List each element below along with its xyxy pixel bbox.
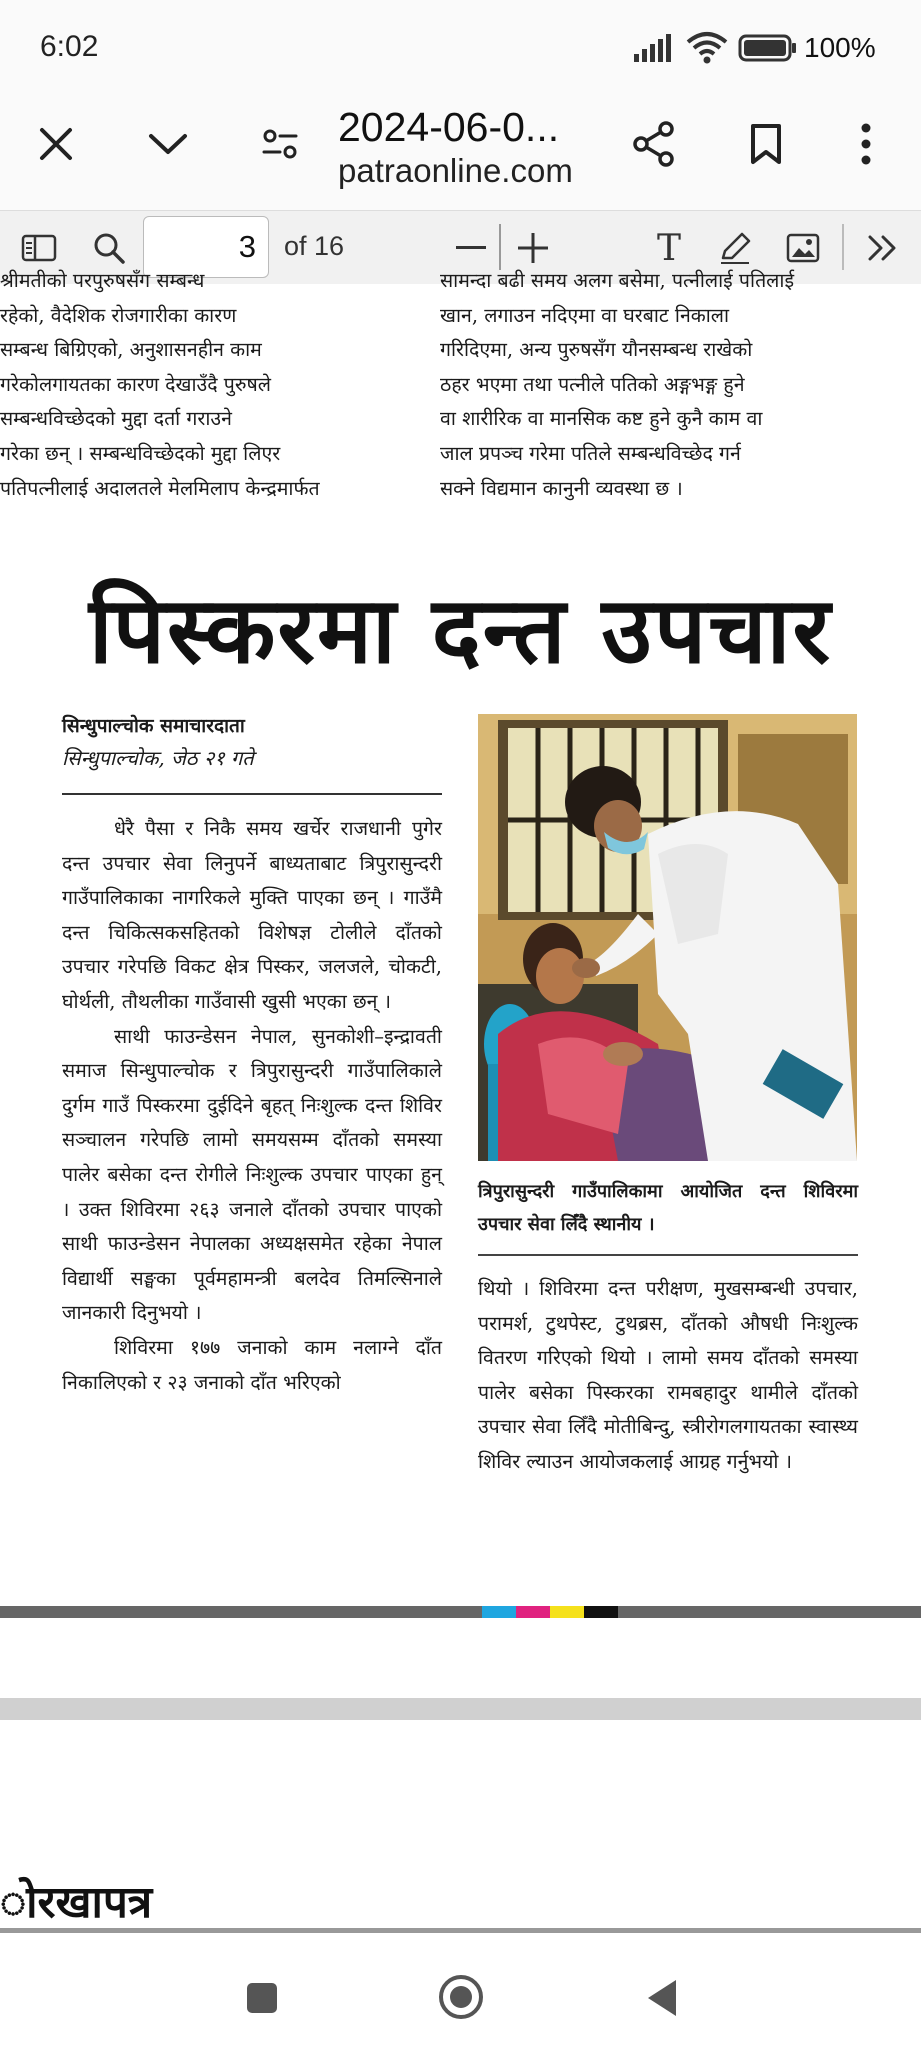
more-options-button[interactable]	[834, 112, 898, 176]
double-chevron-right-icon	[866, 233, 900, 263]
wifi-icon	[686, 30, 728, 68]
article-paragraph: साथी फाउन्डेसन नेपाल, सुनकोशी–इन्द्रावती समाज सिन्धुपाल्चोक र त्रिपुरासुन्दरी गाउँपालिकाले दुर्गम गाउँ पिस्करमा दुईदिने बृहत् निःशुल्क दन्त शिविर सञ्चालन गरेपछि लामो समयसम्म दाँतको समस्या पालेर बसेका दन्त रोगीले निःशुल्क उपचार पाएका हुन् । उक्त शिविरमा २६३ जनाले दाँतको उपचार पाएको साथी फाउन्डेसन नेपालका अध्यक्षसमेत रहेका नेपाल विद्यार्थी सङ्घका पूर्वमहामन्त्री बलदेव तिमल्सिनाले जानकारी दिनुभयो ।	[62, 1024, 442, 1325]
divider	[62, 793, 442, 795]
pdf-page-viewport[interactable]	[0, 269, 921, 1948]
article-headline: पिस्करमा दन्त उपचार	[88, 577, 833, 684]
divider	[478, 1254, 858, 1256]
text-line: गरेका छन् । सम्बन्धविच्छेदको मुद्दा लिएर	[0, 441, 281, 465]
article-paragraph: थियो । शिविरमा दन्त परीक्षण, मुखसम्बन्धी उपचार, परामर्श, टुथपेस्ट, टुथब्रस, दाँतको औषधी निःशुल्क वितरण गरिएको थियो । लामो समय दाँतको समस्या पालेर बसेका पिस्करका रामबहादुर थामीले दाँतको उपचार सेवा लिँदै मोतीबिन्दु, स्त्रीरोगलगायतका स्वास्थ्य शिविर ल्याउन आयोजकलाई आग्रह गर्नुभयो ।	[478, 1277, 858, 1473]
more-vertical-icon	[860, 122, 872, 166]
text-line: जाल प्रपञ्च गरेमा पतिले सम्बन्धविच्छेद गर्न	[440, 441, 741, 465]
article-photo	[478, 714, 857, 1161]
article-paragraph: शिविरमा १७७ जनाको काम नलाग्ने दाँत निकालिएको र २३ जनाको दाँत भरिएको	[62, 1335, 442, 1394]
article-dateline: सिन्धुपाल्चोक, जेठ २१ गते	[62, 746, 254, 770]
article-paragraph: धेरै पैसा र निकै समय खर्चेर राजधानी पुगेर दन्त उपचार सेवा लिनुपर्ने बाध्यताबाट त्रिपुरासुन्दरी गाउँपालिकाका नागरिकले मुक्ति पाएका छन् । गाउँमै दन्त चिकित्सकसहितको विशेषज्ञ टोलीले दाँतको उपचार गरेपछि विकट क्षेत्र पिस्कर, जलजले, चोकटी, घोर्थली, तौथलीका गाउँवासी खुसी भएका छन् ।	[62, 817, 442, 1013]
close-button[interactable]	[24, 112, 88, 176]
battery-percentage: 100%	[804, 32, 876, 63]
clock: 6:02	[40, 30, 99, 63]
next-page-rule	[0, 1928, 921, 1933]
site-settings-button[interactable]	[248, 112, 312, 176]
page-gap	[0, 1618, 921, 1678]
back-button[interactable]	[634, 1970, 690, 2026]
site-settings-icon	[260, 126, 300, 162]
page-count-label: of 16	[284, 231, 345, 261]
text-line: रहेको, वैदेशिक रोजगारीका कारण	[0, 303, 237, 327]
signal-icon	[634, 34, 678, 66]
close-icon	[38, 126, 74, 162]
chevron-down-icon	[147, 130, 189, 158]
black-registration-mark	[584, 1606, 618, 1618]
plus-icon	[518, 233, 548, 263]
bookmark-button[interactable]	[734, 112, 798, 176]
next-page-masthead: ोरखापत्र	[0, 1877, 153, 1928]
text-line: गरेकोलगायतका कारण देखाउँदै पुरुषले	[0, 372, 272, 396]
bookmark-icon	[749, 122, 783, 166]
previous-article-left-column	[0, 269, 408, 506]
article-byline: सिन्धुपाल्चोक समाचारदाता	[62, 715, 245, 737]
magenta-registration-mark	[516, 1606, 550, 1618]
minimize-tab-button[interactable]	[136, 112, 200, 176]
search-icon	[92, 231, 126, 265]
pen-icon	[717, 230, 753, 266]
recent-apps-button[interactable]	[236, 1972, 288, 2024]
yellow-registration-mark	[550, 1606, 584, 1618]
text-line: ठहर भएमा तथा पत्नीले पतिको अङ्गभङ्ग हुने	[440, 372, 745, 396]
share-button[interactable]	[622, 112, 686, 176]
share-icon	[632, 121, 676, 167]
text-line: सक्ने विद्यमान कानुनी व्यवस्था छ ।	[440, 476, 683, 500]
back-icon	[644, 1978, 680, 2018]
text-tool-icon: T	[656, 227, 681, 269]
text-line: सम्बन्धविच्छेदको मुद्दा दर्ता गराउने	[0, 407, 232, 431]
text-line: वा शारीरिक वा मानसिक कष्ट हुने कुनै काम वा	[440, 407, 763, 431]
text-line: गरिदिएमा, अन्य पुरुषसँग यौनसम्बन्ध राखेको	[440, 338, 753, 362]
page-bottom-border	[0, 1606, 921, 1618]
sidebar-icon	[21, 234, 57, 262]
text-line: खान, लगाउन नदिएमा वा घरबाट निकाला	[440, 303, 730, 327]
cyan-registration-mark	[482, 1606, 516, 1618]
text-line: श्रीमतीको परपुरुषसँग सम्बन्ध	[0, 269, 205, 292]
page-domain[interactable]: patraonline.com	[338, 152, 573, 189]
article-body-right-column	[478, 1272, 858, 1480]
recent-apps-icon	[245, 1981, 279, 2015]
next-page-top-band	[0, 1698, 921, 1720]
article-body-left-column	[62, 812, 442, 1400]
previous-article-right-column	[440, 269, 858, 506]
more-tools-button[interactable]	[856, 218, 910, 278]
battery-icon	[738, 34, 798, 66]
page-title[interactable]: 2024-06-0...	[338, 104, 560, 150]
text-line: सामन्दा बढी समय अलग बसेमा, पत्नीलाई पतिलाई	[440, 269, 795, 292]
text-line: पतिपत्नीलाई अदालतले मेलमिलाप केन्द्रमार्फत	[0, 476, 320, 500]
text-line: सम्बन्ध बिग्रिएको, अनुशासनहीन काम	[0, 338, 262, 362]
image-icon	[786, 233, 820, 263]
home-icon	[436, 1972, 486, 2022]
home-button[interactable]	[430, 1966, 492, 2028]
minus-icon	[456, 245, 486, 251]
photo-caption: त्रिपुरासुन्दरी गाउँपालिकामा आयोजित दन्त शिविरमा उपचार सेवा लिँदै स्थानीय ।	[478, 1181, 858, 1235]
